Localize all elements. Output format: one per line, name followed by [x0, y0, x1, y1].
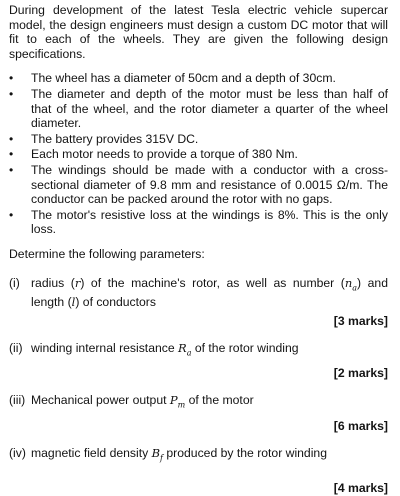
question-marks: [3 marks] [333, 313, 388, 328]
spec-item [9, 163, 388, 207]
question-marks: [2 marks] [333, 366, 388, 381]
bullet-icon: • [9, 86, 14, 101]
spec-text: The wheel has a diameter of 50cm and a depth of 30cm. [31, 71, 336, 86]
question-ii [9, 341, 388, 381]
spec-text: The diameter and depth of the motor must be less than half of that of the wheel, and the rotor diameter a quarter of the wheel diameter. [31, 86, 388, 131]
question-marks: [6 marks] [333, 418, 388, 433]
question-iii [9, 393, 388, 433]
spec-text: The motor's resistive loss at the windings is 8%. This is the only loss. [31, 207, 388, 237]
spec-text: Each motor needs to provide a torque of 380 Nm. [31, 147, 298, 162]
spec-item [9, 87, 388, 131]
question-number: (iii) [9, 393, 26, 408]
bullet-icon: • [9, 207, 14, 222]
intro-paragraph: During development of the latest Tesla electric vehicle supercar model, the design engineers must design a custom DC motor that will fit to each of the wheels. They are given the following design specifications. [9, 3, 388, 61]
question-marks: [4 marks] [333, 481, 388, 496]
specifications-list [9, 71, 388, 237]
spec-item [9, 132, 388, 147]
spec-text: The battery provides 315V DC. [31, 131, 199, 146]
spec-item [9, 147, 388, 162]
question-number: (i) [9, 275, 20, 290]
question-i [9, 276, 388, 329]
question-text: magnetic field density $B_f$ produced by the rotor winding [31, 445, 327, 462]
spec-item [9, 208, 388, 237]
spec-text: The windings should be made with a conductor with a cross-sectional diameter of 9.8 mm and resistance of 0.0015 Ω/m. The conductor can be packed around the rotor with no gaps. [31, 162, 388, 207]
question-text: winding internal resistance $R_a$ of the rotor winding [31, 340, 299, 357]
document-page [9, 3, 388, 496]
question-text: Mechanical power output $P_m$ of the motor [31, 393, 254, 410]
question-number: (ii) [9, 340, 23, 355]
bullet-icon: • [9, 147, 14, 162]
question-number: (iv) [9, 445, 26, 460]
bullet-icon: • [9, 162, 14, 177]
question-iv [9, 446, 388, 496]
bullet-icon: • [9, 71, 14, 86]
determine-heading: Determine the following parameters: [9, 246, 205, 261]
spec-item [9, 71, 388, 86]
bullet-icon: • [9, 131, 14, 146]
question-text: radius (r) of the machine's rotor, as well as number $(n_a)$ and length (l) of conductors [31, 275, 388, 310]
